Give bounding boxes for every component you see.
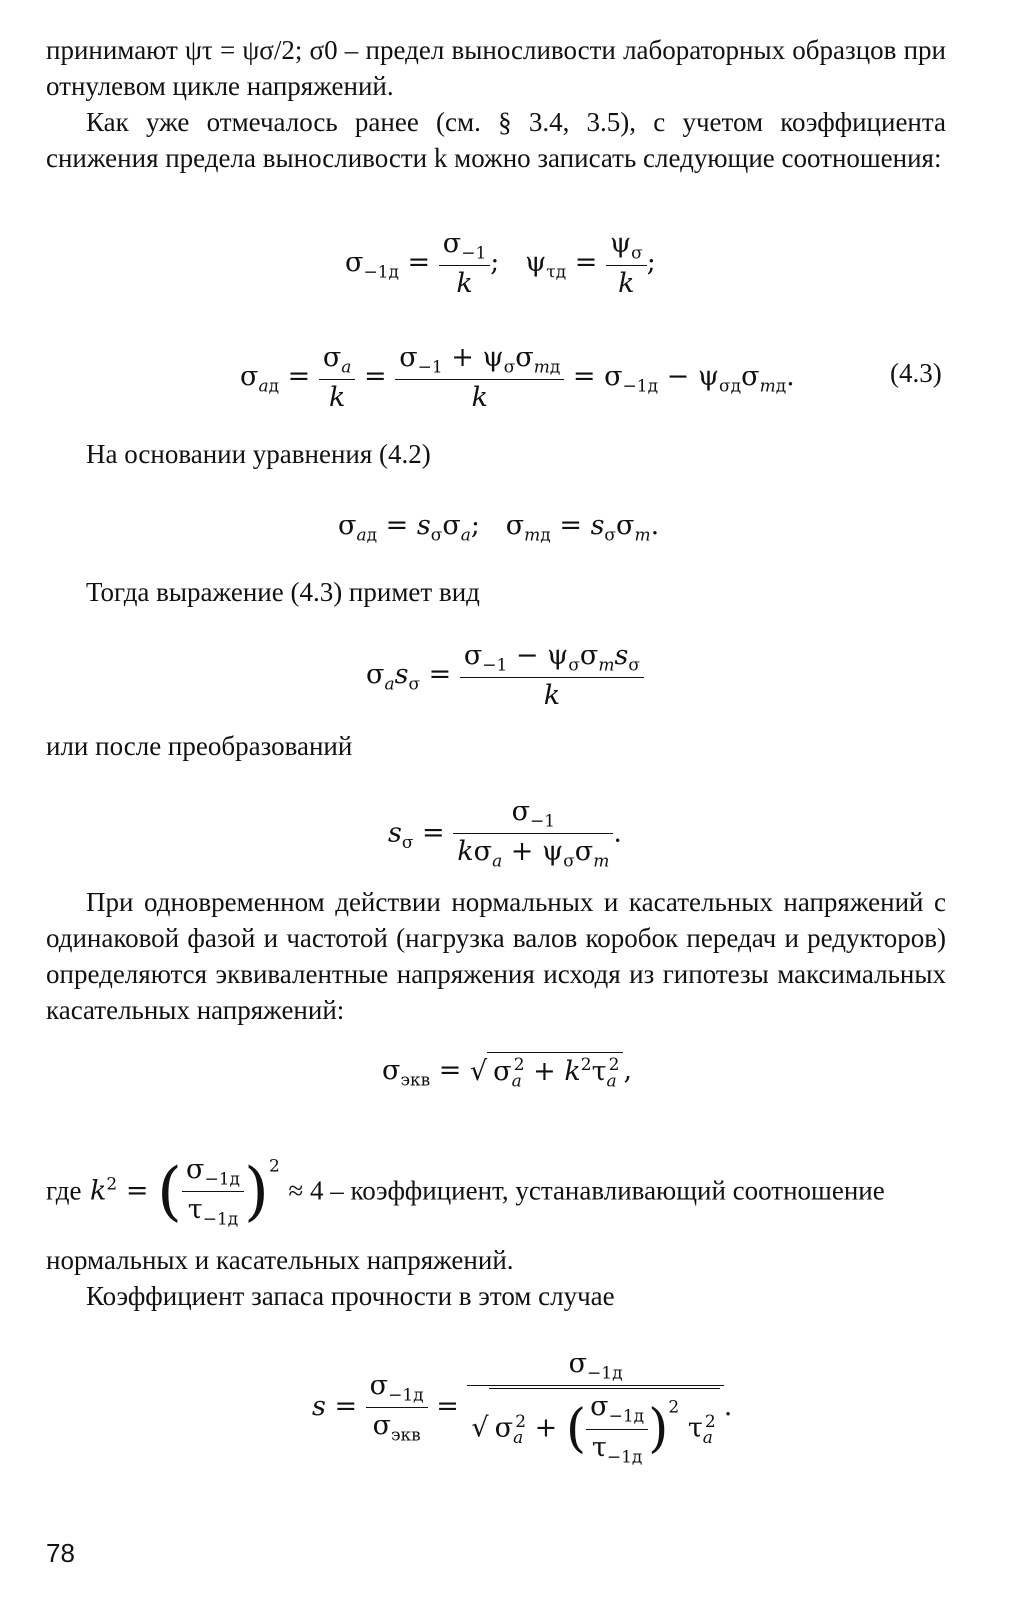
paragraph-8: нормальных и касательных напряжений. [46, 1245, 514, 1275]
paragraph-1: принимают ψτ = ψσ/2; σ0 – предел выносливости лабораторных образцов при отнулевом цикле напряжений. [46, 35, 946, 101]
formula-k-squared-line: где $k^2$ = ( $\frac{\sigma_{-1д}}{\tau_{-1д}}$ )$^2$ ≈ 4 – коэффициент, устанавливающий соотношение [46, 1154, 885, 1230]
paragraph-3: На основании уравнения (4.2) [86, 439, 431, 469]
paragraph-9: Коэффициент запаса прочности в этом случае [86, 1281, 615, 1311]
paragraph-6: При одновременном действии нормальных и касательных напряжений с одинаковой фазой и частотой (нагрузка валов коробок передач и редукторов) определяются эквивалентные напряжения исходя из гипотезы максимальных касательных напряжений: [46, 887, 946, 1025]
paragraph-5: или после преобразований [46, 731, 353, 761]
formula-endurance-limits: $\sigma_{-1д}$ = $\frac{\sigma_{-1}}{k}$ ; $\psi_{\tau д}$ = $\frac{\psi_\sigma}{k}$ ; [345, 228, 656, 300]
paragraph-2: Как уже отмечалось ранее (см. § 3.4, 3.5), с учетом коэффициента снижения предела выносливости k можно записать следующие соотношения: [46, 107, 946, 173]
formula-equivalent-stress: $\sigma_{экв}$ = √ $\sigma_a^2 + k^2\tau_a^2$ , [382, 1052, 632, 1091]
page-number: 78 [46, 1538, 75, 1568]
formula-safety-factor: s = $\frac{\sigma_{-1д}}{\sigma_{экв}}$ = $\sigma_{-1д}$ √ $\sigma_a^2$ + ( $\frac{\sigma_{-1д}}{\tau_{-1д}}$ )$^2$ $\tau_a^2$ . [312, 1348, 733, 1468]
formula-4-3: $\sigma_{aд}$ = $\frac{\sigma_a}{k}$ = $\frac{\sigma_{-1} + \psi_\sigma\sigma_{mд}}{k}$ = $\sigma_{-1д} - \psi_{\sigma д}\sigma_{mд}$. [240, 342, 795, 414]
formula-stress-amplitudes: $\sigma_{aд} = s_\sigma\sigma_a$; $\sigma_{mд} = s_\sigma\sigma_m$. [338, 510, 660, 546]
formula-substituted: $\sigma_as_\sigma$ = $\frac{\sigma_{-1} - \psi_\sigma\sigma_ms_\sigma}{k}$ [366, 640, 644, 711]
equation-number: (4.3) [890, 358, 942, 388]
formula-safety-factor-sigma: $s_\sigma$ = $\frac{\sigma_{-1}}{k\sigma_a + \psi_\sigma\sigma_m}$ . [388, 796, 622, 872]
paragraph-4: Тогда выражение (4.3) примет вид [86, 577, 480, 607]
